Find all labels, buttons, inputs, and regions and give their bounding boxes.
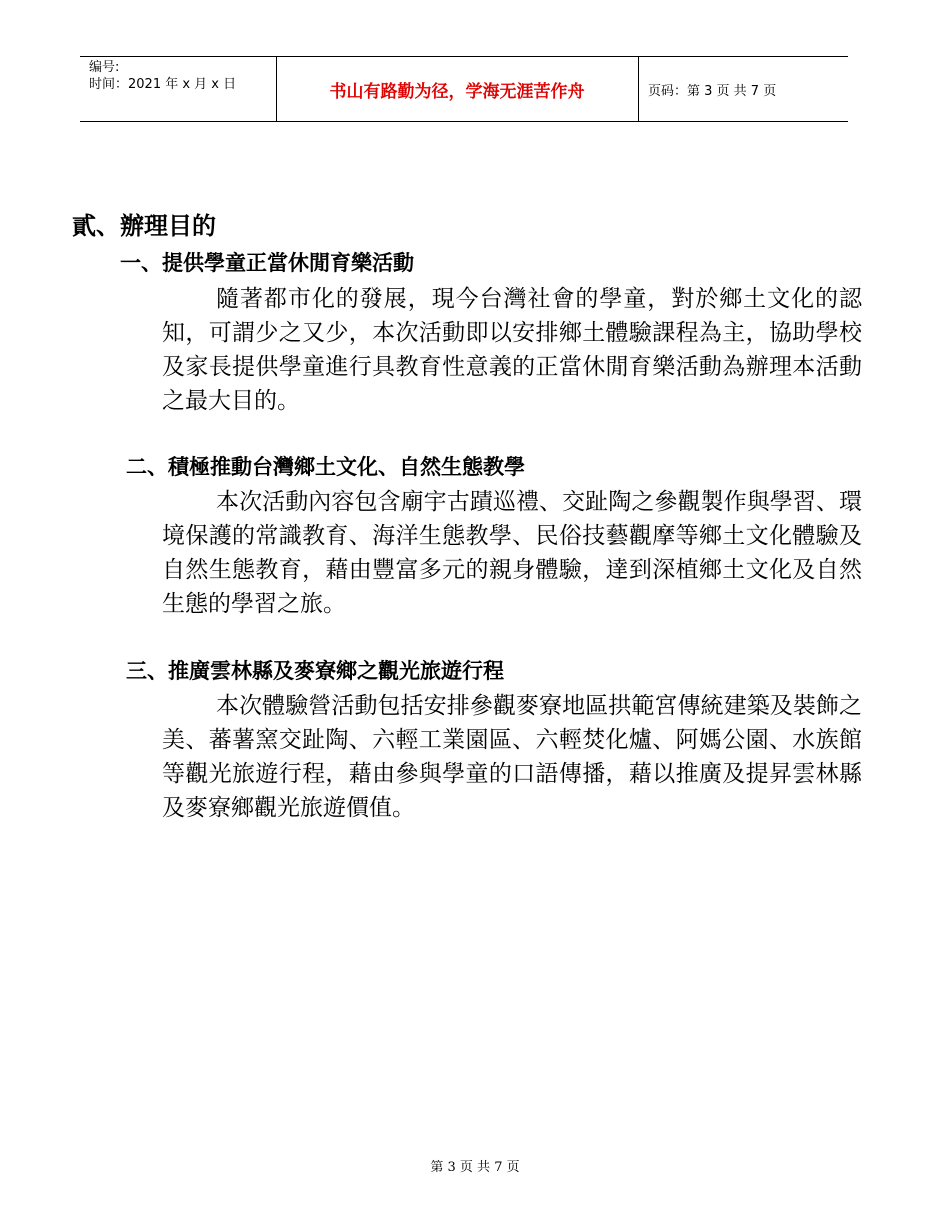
subsection-heading-2: 二、積極推動台灣鄉土文化、自然生態教學 (126, 454, 525, 479)
header-divider-right (638, 56, 639, 122)
subsection-body-2: 本次活動內容包含廟宇古蹟巡禮、交趾陶之參觀製作與學習、環境保護的常識教育、海洋生態教學、民俗技藝觀摩等鄉土文化體驗及自然生態教育，藉由豐富多元的親身體驗，達到深植鄉土文化及自然生態的學習之旅。 (162, 489, 862, 617)
subsection-heading-3: 三、推廣雲林縣及麥寮鄉之觀光旅遊行程 (126, 658, 504, 683)
header-motto: 书山有路勤为径，学海无涯苦作舟 (329, 81, 585, 102)
page-footer: 第 3 页 共 7 页 (430, 1160, 520, 1175)
section-title: 貳、辦理目的 (72, 211, 216, 240)
subsection-heading-1: 一、提供學童正當休閒育樂活動 (120, 250, 414, 275)
header-page-label: 页码：第 3 页 共 7 页 (648, 84, 777, 99)
subsection-body-1: 隨著都市化的發展，現今台灣社會的學童，對於鄉土文化的認知，可謂少之又少，本次活動即以安排鄉土體驗課程為主，協助學校及家長提供學童進行具教育性意義的正當休閒育樂活動為辦理本活動之最大目的。 (162, 286, 862, 414)
header-meta (89, 59, 236, 93)
page-header (80, 56, 848, 122)
subsection-body-3: 本次體驗營活動包括安排參觀麥寮地區拱範宮傳統建築及裝飾之美、蕃薯窯交趾陶、六輕工業園區、六輕焚化爐、阿媽公園、水族館等觀光旅遊行程，藉由參與學童的口語傳播，藉以推廣及提昇雲林縣及麥寮鄉觀光旅遊價值。 (162, 693, 862, 821)
header-date-label: 时间：2021 年 x 月 x 日 (89, 77, 237, 92)
header-number-label: 编号: (89, 60, 120, 75)
